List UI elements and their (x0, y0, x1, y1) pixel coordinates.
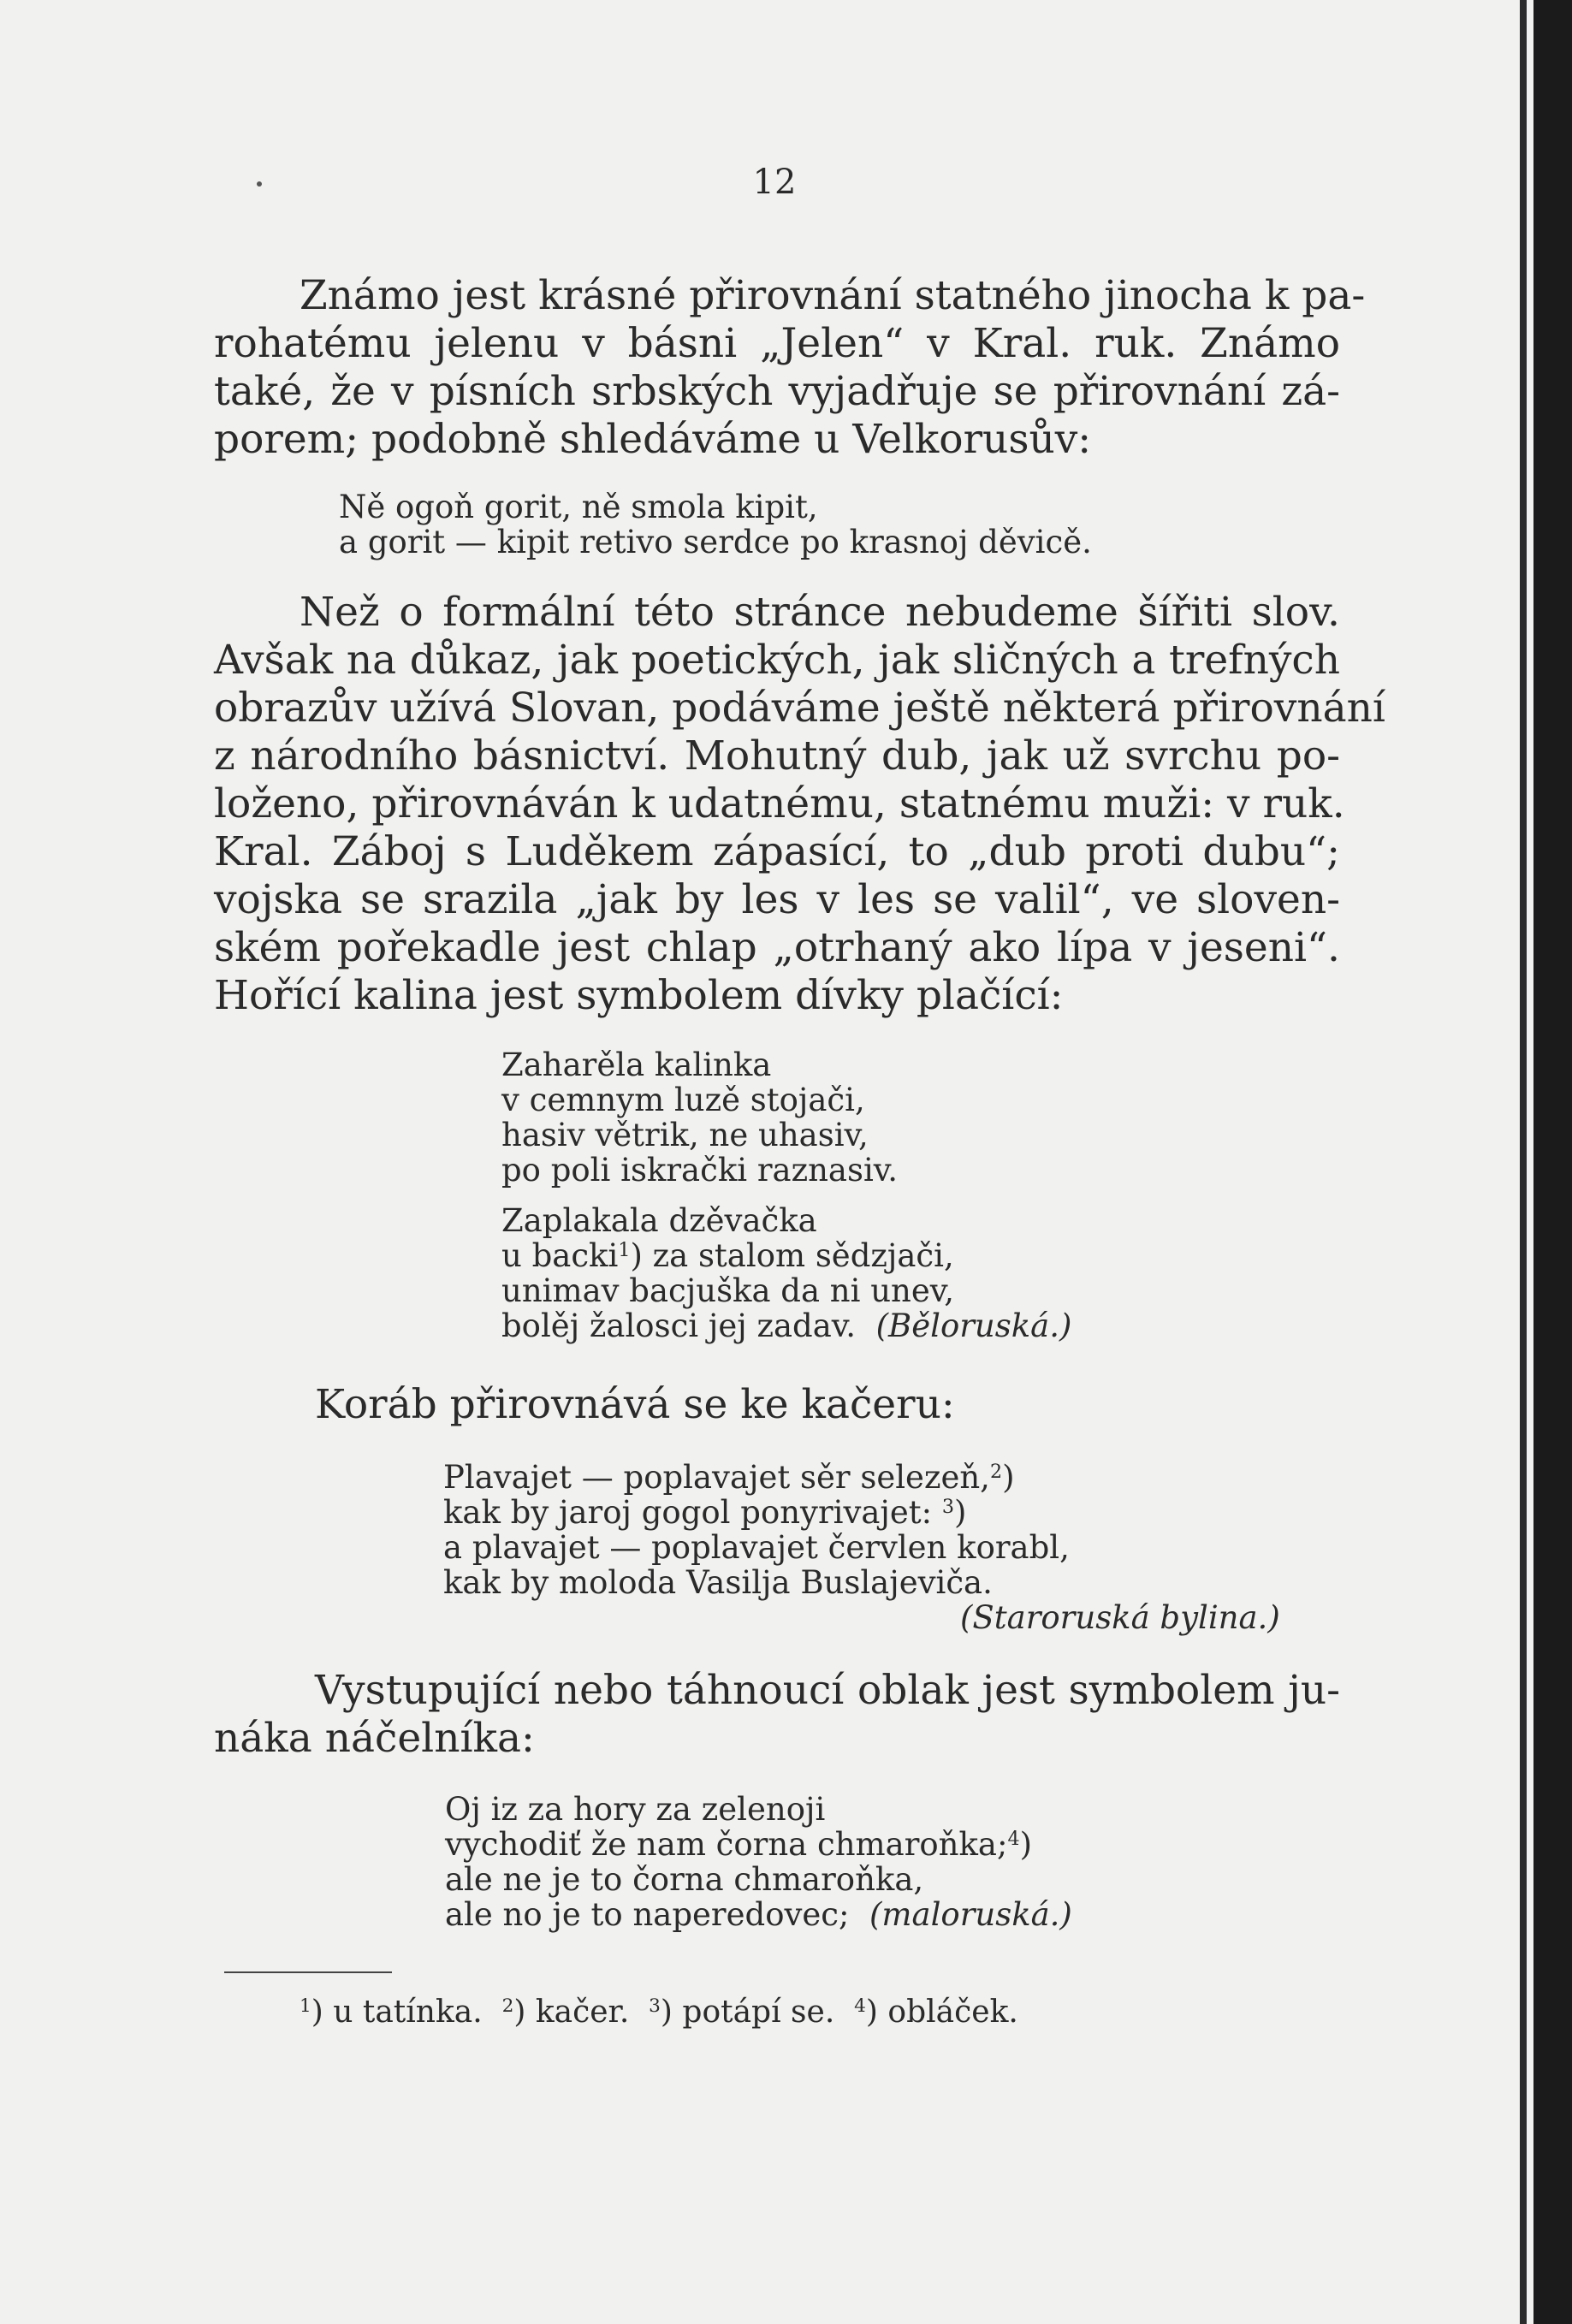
text-line: Známo jest krásné přirovnání statného jinocha k pa- (300, 272, 1366, 319)
verse-line: Zaharěla kalinka (501, 1046, 772, 1083)
page-number: 12 (752, 163, 797, 202)
verse-quote-2 (501, 1047, 1071, 1359)
text-line: Kral. Záboj s Luděkem zápasící, to „dub proti dubu“; (214, 828, 1340, 875)
paragraph-1 (214, 272, 1366, 464)
source-attribution: (maloruská.) (869, 1896, 1072, 1933)
stanza-2 (501, 1203, 1071, 1343)
verse-text: u backi (501, 1237, 619, 1274)
print-speck (257, 181, 262, 187)
verse-line (445, 1827, 1072, 1862)
paragraph-3 (214, 1381, 1340, 1429)
text-line: náka náčelníka: (214, 1715, 535, 1762)
verse-text: ) (1002, 1459, 1015, 1496)
verse-text: kak by jaroj gogol ponyrivajet: (443, 1494, 933, 1531)
footnote-text: ) u tatínka. (311, 1995, 483, 2030)
verse-line: a gorit — kipit retivo serdce po krasnoj děvicě. (339, 524, 1092, 560)
verse-line (445, 1897, 1072, 1932)
footnote (854, 1995, 1018, 2030)
footnote-rule (224, 1971, 392, 1973)
verse-line: a plavajet — poplavajet červlen korabl, (443, 1529, 1070, 1566)
footnote-ref: 1 (618, 1238, 631, 1261)
text-line: Avšak na důkaz, jak poetických, jak sličných a trefných (214, 637, 1340, 684)
footnote (649, 1995, 834, 2030)
source-attribution: (Běloruská.) (875, 1307, 1072, 1344)
text-line: rohatému jelenu v básni „Jelen“ v Kral. ruk. Známo (214, 320, 1340, 367)
verse-line (501, 1238, 1071, 1273)
text-line: obrazův užívá Slovan, podáváme ještě některá přirovnání (214, 685, 1385, 732)
text-line: vojska se srazila „jak by les v les se valil“, ve sloven- (214, 876, 1340, 923)
footnote-text: ) kačer. (513, 1995, 630, 2030)
verse-line (501, 1308, 1071, 1343)
footnote-mark: 3 (649, 1995, 661, 2018)
footnote-ref: 4 (1007, 1827, 1020, 1850)
verse-line (443, 1495, 1280, 1530)
verse-text: vychodiť že nam čorna chmaroňka; (445, 1826, 1008, 1863)
verse-line: po poli iskrački raznasiv. (501, 1152, 899, 1189)
text-line: Hořící kalina jest symbolem dívky plačící: (214, 972, 1064, 1019)
text-line: Vystupující nebo táhnoucí oblak jest symbolem ju- (315, 1667, 1340, 1714)
footnote-ref: 3 (941, 1495, 955, 1518)
verse-quote-1 (339, 489, 1092, 560)
footnote-text: ) obláček. (865, 1995, 1018, 2030)
source-attribution: (Staroruská bylina.) (960, 1599, 1280, 1636)
verse-line: hasiv větrik, ne uhasiv, (501, 1117, 869, 1153)
verse-text: bolěj žalosci jej zadav. (501, 1307, 857, 1344)
footnote-text: ) potápí se. (660, 1995, 835, 2030)
text-line: ském pořekadle jest chlap „otrhaný ako lípa v jeseni“. (214, 924, 1340, 971)
verse-line: kak by moloda Vasilja Buslajeviča. (443, 1564, 993, 1601)
footnote-ref: 2 (989, 1460, 1003, 1483)
footnote (300, 1995, 483, 2030)
verse-line: Oj iz za hory za zelenoji (445, 1791, 826, 1828)
text-line: také, že v písních srbských vyjadřuje se přirovnání zá- (214, 368, 1340, 415)
verse-quote-4 (445, 1792, 1072, 1932)
verse-text: Plavajet — poplavajet sěr selezeň, (443, 1459, 990, 1496)
verse-line: v cemnym luzě stojači, (501, 1082, 865, 1118)
paragraph-4 (214, 1667, 1340, 1763)
verse-text: ) (1019, 1826, 1032, 1863)
footnote (502, 1995, 630, 2030)
paragraph-2 (214, 589, 1385, 1020)
verse-line: ale ne je to čorna chmaroňka, (445, 1861, 924, 1898)
page-edge-shadow (1520, 0, 1527, 2324)
text-line: Koráb přirovnává se ke kačeru: (315, 1381, 955, 1428)
text-line: z národního básnictví. Mohutný dub, jak už svrchu po- (214, 732, 1340, 780)
verse-text: ) za stalom sědzjači, (630, 1237, 954, 1274)
verse-quote-3 (443, 1460, 1280, 1635)
verse-line: Zaplakala dzěvačka (501, 1202, 817, 1239)
footnotes (300, 1994, 1018, 2031)
verse-line (443, 1460, 1280, 1495)
footnote-mark: 4 (854, 1995, 866, 2018)
text-line: Než o formální této stránce nebudeme šířiti slov. (300, 589, 1340, 636)
verse-line: unimav bacjuška da ni unev, (501, 1272, 955, 1309)
verse-text: ) (954, 1494, 967, 1531)
stanza-1 (501, 1047, 1071, 1188)
verse-line: Ně ogoň gorit, ně smola kipit, (339, 489, 818, 525)
footnote-mark: 1 (300, 1995, 311, 2018)
verse-text: ale no je to naperedovec; (445, 1896, 850, 1933)
text-line: porem; podobně shledáváme u Velkorusův: (214, 416, 1092, 463)
text-line: loženo, přirovnáván k udatnému, statnému muži: v ruk. (214, 780, 1345, 827)
footnote-mark: 2 (501, 1995, 514, 2018)
